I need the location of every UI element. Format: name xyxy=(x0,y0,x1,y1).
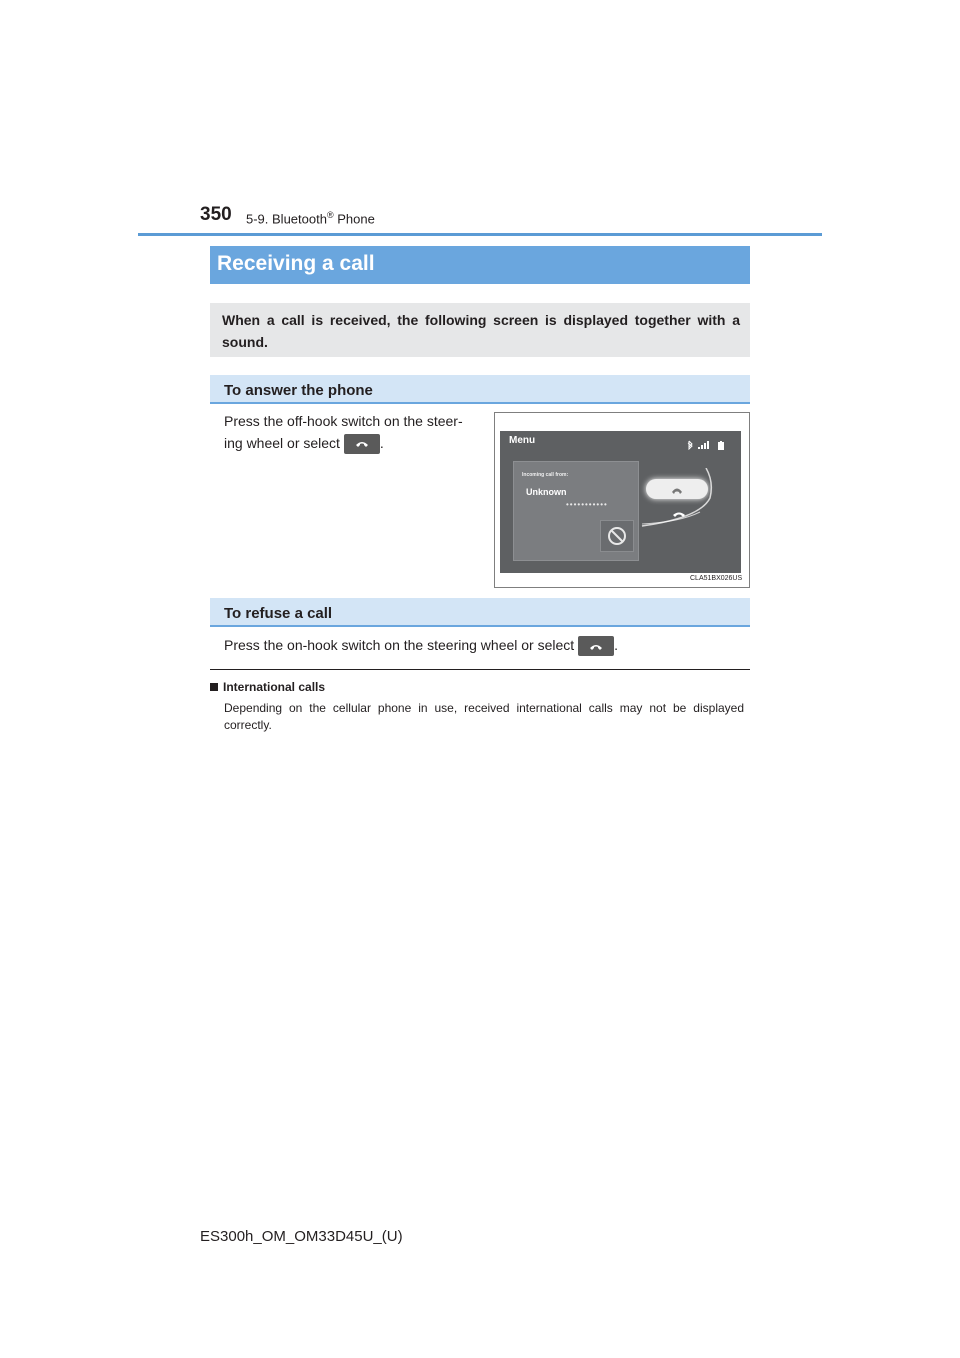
screen-hangup-icon xyxy=(672,505,686,523)
answer-text-before: ing wheel or select xyxy=(224,435,340,451)
section-title xyxy=(246,210,375,226)
header-rule xyxy=(138,233,822,236)
status-icons xyxy=(686,437,730,455)
page-title: Receiving a call xyxy=(217,252,375,275)
square-bullet-icon xyxy=(210,683,218,691)
prohibit-icon xyxy=(609,528,625,544)
caller-number: ••••••••••• xyxy=(566,500,608,509)
refuse-text-before: Press the on-hook switch on the steering wheel or select xyxy=(224,637,575,653)
answer-text-line1: Press the off-hook switch on the steer- xyxy=(224,413,463,429)
figure-code: CLA51BX026US xyxy=(690,575,743,582)
answer-text-after: . xyxy=(379,435,384,451)
screen-menu-label: Menu xyxy=(509,435,536,446)
arc-decoration xyxy=(640,468,724,533)
answer-text-line2 xyxy=(224,432,384,454)
incoming-call-label: Incoming call from: xyxy=(522,472,569,478)
hangup-phone-icon xyxy=(578,636,614,656)
answer-phone-icon xyxy=(344,434,380,454)
battery-icon xyxy=(718,441,724,450)
answer-call-button[interactable] xyxy=(646,479,708,499)
caller-name: Unknown xyxy=(526,487,567,497)
page-number: 350 xyxy=(200,204,232,225)
section-suffix: Phone xyxy=(333,211,375,227)
phone-answer-icon xyxy=(672,489,682,495)
decline-button[interactable] xyxy=(600,520,634,552)
note-body: Depending on the cellular phone in use, received international calls may not be displayed correctly. xyxy=(224,701,744,732)
refuse-text-after: . xyxy=(614,637,618,653)
refuse-text xyxy=(224,634,618,656)
note-heading-text: International calls xyxy=(223,680,326,694)
refuse-heading: To refuse a call xyxy=(224,605,333,622)
bluetooth-icon xyxy=(688,441,692,449)
note-heading xyxy=(210,680,325,694)
intro-text: When a call is received, the following screen is displayed together with a sound. xyxy=(222,312,740,350)
separator-rule xyxy=(210,669,750,670)
section-prefix: 5-9. Bluetooth xyxy=(246,211,327,227)
answer-heading: To answer the phone xyxy=(224,382,373,399)
footer-code: ES300h_OM_OM33D45U_(U) xyxy=(200,1228,403,1245)
registered-mark: ® xyxy=(326,210,334,220)
signal-icon xyxy=(698,441,709,449)
